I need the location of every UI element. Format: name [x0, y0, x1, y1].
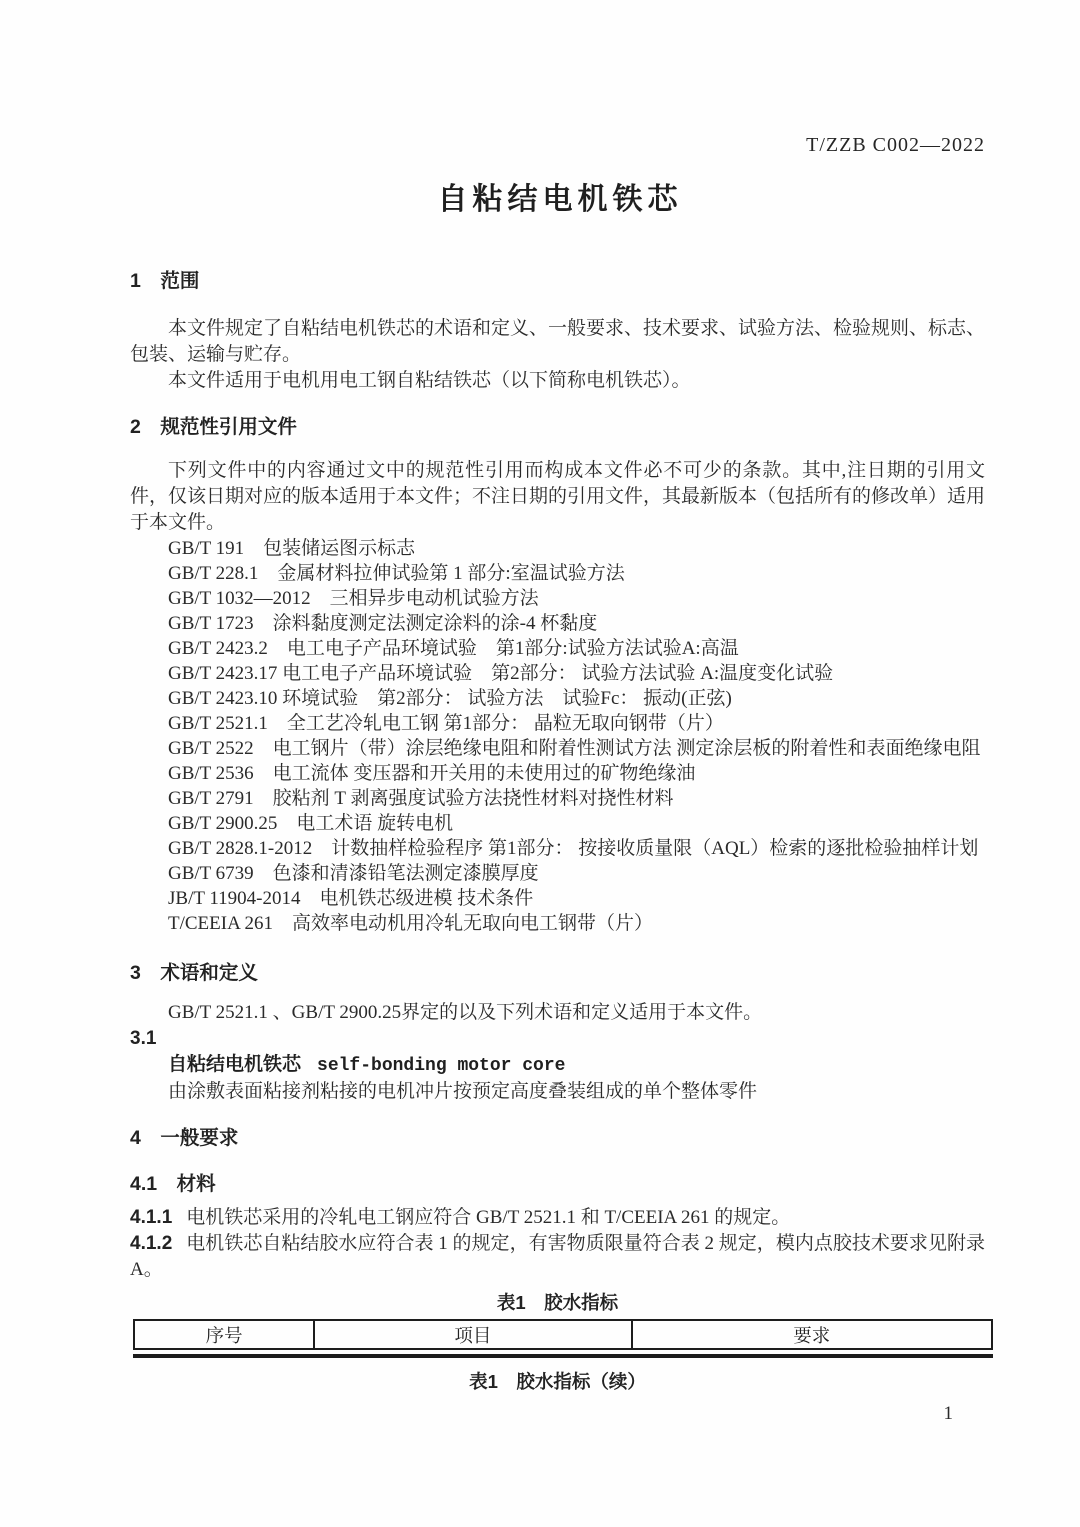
term-english: self-bonding motor core: [317, 1056, 566, 1076]
term-definition: 由涂敷表面粘接剂粘接的电机冲片按预定高度叠装组成的单个整体零件: [168, 1081, 758, 1102]
table-page-break-rule: [133, 1354, 993, 1358]
table-header-row: [134, 1320, 992, 1349]
reference-item: GB/T 2536 电工流体 变压器和开关用的未使用过的矿物绝缘油: [168, 763, 696, 784]
normative-references-list: [130, 536, 985, 936]
table-1-glue-indicators: [133, 1319, 993, 1350]
clause-4-1-1-text: 电机铁芯采用的冷轧电工钢应符合 GB/T 2521.1 和 T/CEEIA 261 的规定。: [186, 1207, 791, 1228]
section-1-heading: 1 范围: [130, 270, 200, 292]
table-1-caption: 表1 胶水指标: [496, 1292, 619, 1313]
section-1-paragraph-1: 本文件规定了自粘结电机铁芯的术语和定义、一般要求、技术要求、试验方法、检验规则、标志、包装、运输与贮存。: [130, 318, 986, 365]
clause-3-1-number: 3.1: [130, 1028, 157, 1049]
document-title: 自粘结电机铁芯: [437, 183, 683, 216]
reference-item: T/CEEIA 261 高效率电动机用冷轧无取向电工钢带（片）: [168, 913, 654, 934]
clause-4-1-2-number: 4.1.2: [130, 1233, 173, 1254]
section-3-heading: 3 术语和定义: [130, 962, 258, 984]
section-1-paragraph-2: 本文件适用于电机用电工钢自粘结铁芯（以下简称电机铁芯）。: [168, 370, 691, 391]
reference-item: GB/T 2423.2 电工电子产品环境试验 第1部分:试验方法试验A:高温: [168, 638, 739, 659]
section-4-1-heading: 4.1 材料: [130, 1173, 216, 1195]
section-4-heading: 4 一般要求: [130, 1127, 239, 1149]
clause-4-1-1: [130, 1205, 985, 1231]
clause-4-1-2: [130, 1231, 985, 1283]
clause-4-1-2-text: 电机铁芯自粘结胶水应符合表 1 的规定，有害物质限量符合表 2 规定，模内点胶技术要求见附录 A。: [130, 1233, 985, 1280]
reference-item: GB/T 2423.10 环境试验 第2部分： 试验方法 试验Fc： 振动(正弦): [168, 688, 732, 709]
reference-item: GB/T 228.1 金属材料拉伸试验第 1 部分:室温试验方法: [168, 563, 625, 584]
page-number: 1: [943, 1403, 953, 1424]
clause-4-1-1-number: 4.1.1: [130, 1207, 173, 1228]
reference-item: GB/T 2900.25 电工术语 旋转电机: [168, 813, 454, 834]
reference-item: JB/T 11904-2014 电机铁芯级进模 技术条件: [168, 888, 534, 909]
table-header-item: 项目: [314, 1320, 631, 1349]
reference-item: GB/T 1032—2012 三相异步电动机试验方法: [168, 588, 539, 609]
term-entry: [130, 1052, 985, 1079]
table-header-requirement: 要求: [632, 1320, 992, 1349]
section-3-paragraph-1: GB/T 2521.1 、GB/T 2900.25界定的以及下列术语和定义适用于本文件。: [168, 1002, 763, 1023]
table-1-continued-caption: 表1 胶水指标（续）: [469, 1371, 646, 1392]
term-chinese: 自粘结电机铁芯: [168, 1054, 302, 1075]
reference-item: GB/T 2828.1-2012 计数抽样检验程序 第1部分： 按接收质量限（AQL）检索的逐批检验抽样计划: [168, 838, 979, 859]
section-2-heading: 2 规范性引用文件: [130, 416, 297, 438]
reference-item: GB/T 2423.17 电工电子产品环境试验 第2部分： 试验方法试验 A:温度变化试验: [168, 663, 834, 684]
table-header-seq: 序号: [205, 1326, 243, 1347]
reference-item: GB/T 6739 色漆和清漆铅笔法测定漆膜厚度: [168, 863, 539, 884]
section-2-paragraph-1: 下列文件中的内容通过文中的规范性引用而构成本文件必不可少的条款。其中,注日期的引用文件，仅该日期对应的版本适用于本文件；不注日期的引用文件，其最新版本（包括所有的修改单）适用于本文件。: [130, 460, 986, 533]
reference-item: GB/T 2521.1 全工艺冷轧电工钢 第1部分： 晶粒无取向钢带（片）: [168, 713, 724, 734]
reference-item: GB/T 191 包装储运图示标志: [168, 538, 416, 559]
reference-item: GB/T 1723 涂料黏度测定法测定涂料的涂-4 杯黏度: [168, 613, 598, 634]
standard-number: T/ZZB C002—2022: [806, 134, 985, 156]
reference-item: GB/T 2791 胶粘剂 T 剥离强度试验方法挠性材料对挠性材料: [168, 788, 674, 809]
reference-item: GB/T 2522 电工钢片（带）涂层绝缘电阻和附着性测试方法 测定涂层板的附着性和表面绝缘电阻: [168, 738, 981, 759]
